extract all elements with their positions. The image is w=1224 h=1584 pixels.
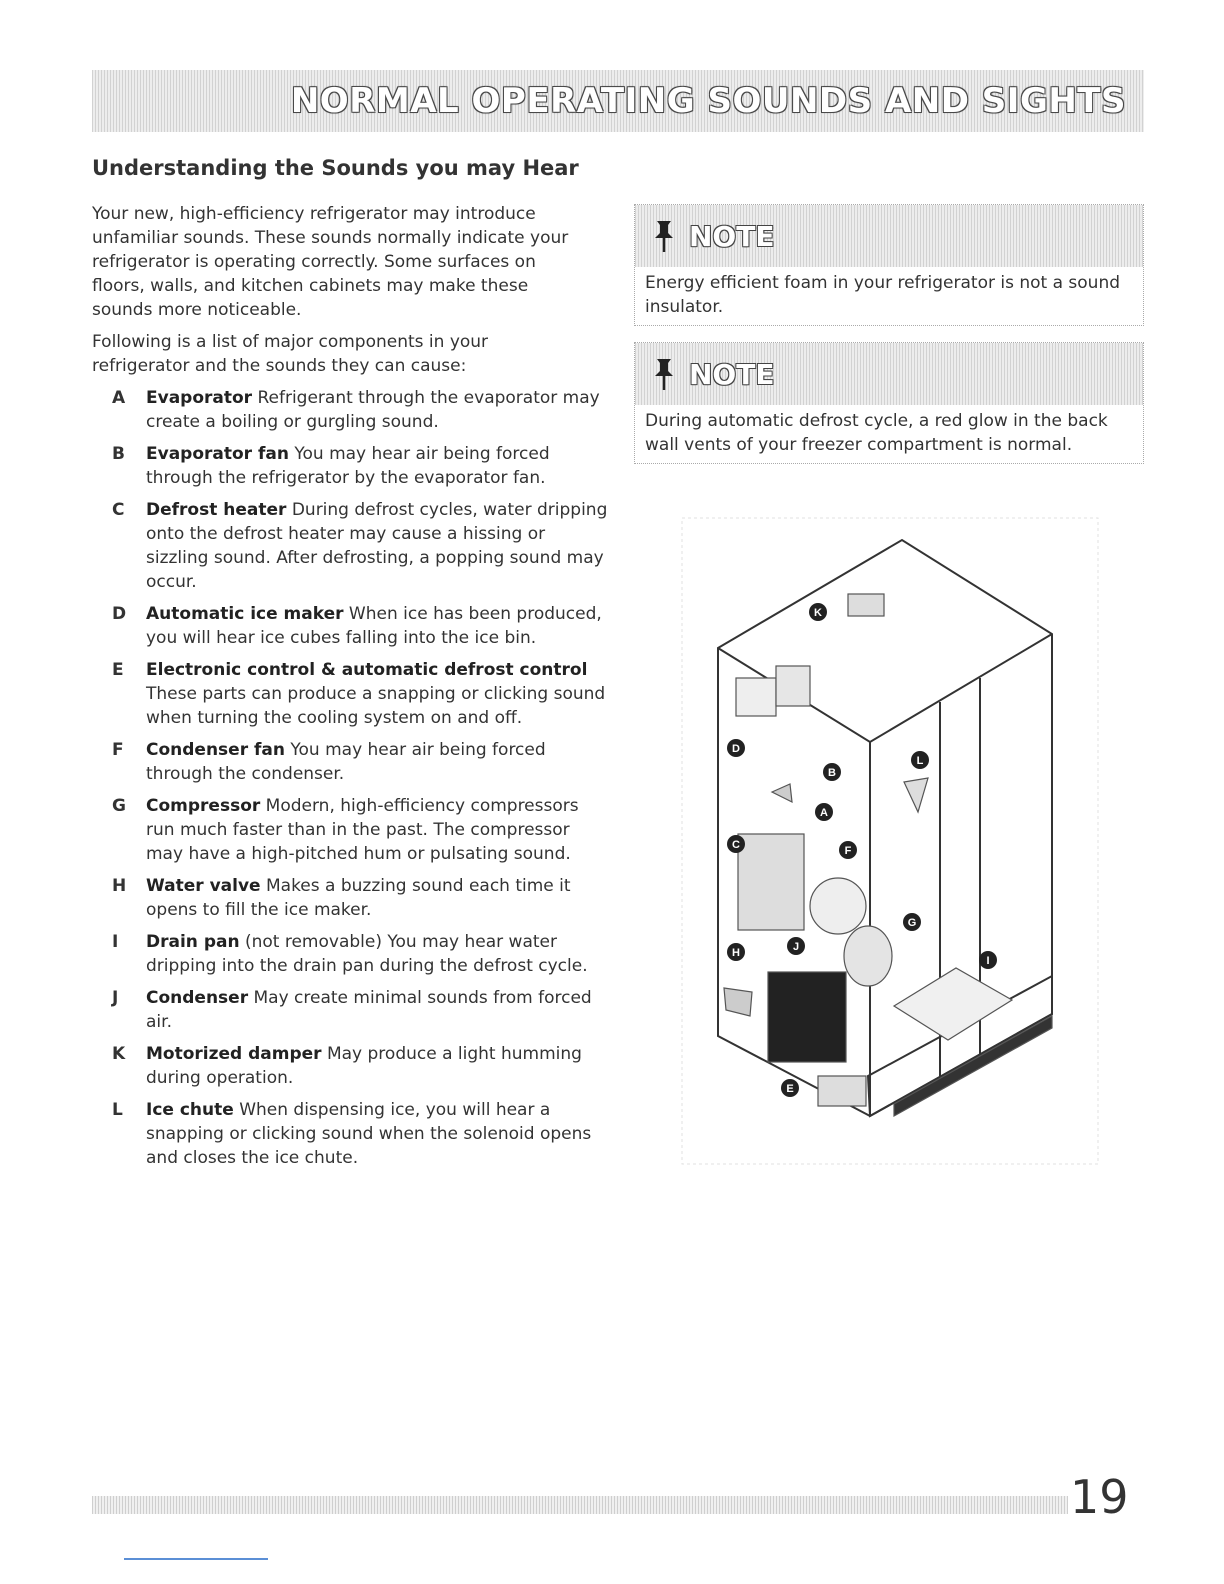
- item-name: Evaporator fan: [146, 444, 289, 464]
- list-item: [112, 874, 612, 922]
- item-letter: C: [112, 500, 125, 520]
- intro-paragraph: Your new, high-efficiency refrigerator may introduce unfamiliar sounds. These sounds normally indicate your refrigerator is operating correctly. Some surfaces on floors, walls, and kitchen cabinets may make these sounds more noticeable.: [92, 204, 569, 320]
- item-name: Automatic ice maker: [146, 604, 344, 624]
- list-item: [112, 930, 612, 978]
- callout-e: E: [786, 1083, 794, 1095]
- item-description: You may hear air being forced through the condenser.: [146, 740, 546, 784]
- pushpin-icon: [651, 219, 677, 253]
- item-description: Makes a buzzing sound each time it opens to fill the ice maker.: [146, 876, 571, 920]
- footer-rule: [124, 1558, 268, 1560]
- item-description: When ice has been produced, you will hear ice cubes falling into the ice bin.: [146, 604, 602, 648]
- item-letter: L: [112, 1100, 123, 1120]
- item-letter: G: [112, 796, 126, 816]
- item-description: When dispensing ice, you will hear a snapping or clicking sound when the solenoid opens and closes the ice chute.: [146, 1100, 592, 1168]
- item-description: During defrost cycles, water dripping onto the defrost heater may cause a hissing or sizzling sound. After defrosting, a popping sound may occur.: [146, 500, 608, 592]
- refrigerator-diagram: [680, 516, 1100, 1166]
- item-name: Condenser: [146, 988, 249, 1008]
- page-number: 19: [1070, 1470, 1129, 1524]
- note-text: Energy efficient foam in your refrigerator is not a sound insulator.: [645, 273, 1121, 317]
- item-description: You may hear air being forced through the refrigerator by the evaporator fan.: [146, 444, 550, 488]
- components-list: [112, 386, 612, 1178]
- item-name: Ice chute: [146, 1100, 234, 1120]
- callout-c: C: [732, 839, 740, 851]
- callout-h: H: [732, 947, 740, 959]
- page-banner: [92, 70, 1144, 132]
- page-title: NORMAL OPERATING SOUNDS AND SIGHTS: [290, 81, 1126, 121]
- list-item: [112, 1042, 612, 1090]
- callout-d: D: [732, 743, 740, 755]
- callout-k: K: [814, 607, 822, 619]
- item-description: Refrigerant through the evaporator may create a boiling or gurgling sound.: [146, 388, 600, 432]
- item-letter: H: [112, 876, 127, 896]
- item-name: Evaporator: [146, 388, 253, 408]
- item-letter: A: [112, 388, 126, 408]
- callout-b: B: [828, 767, 836, 779]
- item-description: Modern, high-efficiency compressors run much faster than in the past. The compressor may have a high-pitched hum or pulsating sound.: [146, 796, 579, 864]
- callout-f: F: [844, 845, 852, 857]
- callout-l: L: [916, 755, 924, 767]
- note-box-foam: [634, 204, 1144, 326]
- list-item: [112, 602, 612, 650]
- list-item: [112, 386, 612, 434]
- item-name: Motorized damper: [146, 1044, 322, 1064]
- note-text: During automatic defrost cycle, a red glow in the back wall vents of your freezer compartment is normal.: [645, 411, 1108, 455]
- item-letter: D: [112, 604, 127, 624]
- list-item: [112, 794, 612, 866]
- item-letter: E: [112, 660, 124, 680]
- item-letter: F: [112, 740, 124, 760]
- item-description: These parts can produce a snapping or clicking sound when turning the cooling system on and off.: [146, 684, 606, 728]
- item-name: Defrost heater: [146, 500, 287, 520]
- note-box-defrost: [634, 342, 1144, 464]
- item-name: Electronic control & automatic defrost control: [146, 660, 588, 680]
- item-description: May create minimal sounds from forced air.: [146, 988, 592, 1032]
- callout-j: J: [792, 941, 800, 953]
- item-letter: B: [112, 444, 125, 464]
- item-name: Condenser fan: [146, 740, 285, 760]
- list-item: [112, 986, 612, 1034]
- list-item: [112, 738, 612, 786]
- section-title: Understanding the Sounds you may Hear: [92, 156, 579, 180]
- note-header: [635, 205, 1143, 267]
- list-item: [112, 442, 612, 490]
- item-name: Water valve: [146, 876, 261, 896]
- note-header: [635, 343, 1143, 405]
- item-letter: I: [112, 932, 119, 952]
- item-name: Drain pan: [146, 932, 240, 952]
- item-description: May produce a light humming during operation.: [146, 1044, 582, 1088]
- note-label: NOTE: [689, 219, 775, 253]
- pushpin-icon: [651, 357, 677, 391]
- callout-a: A: [820, 807, 828, 819]
- callout-i: I: [986, 955, 990, 967]
- item-letter: K: [112, 1044, 126, 1064]
- components-intro: Following is a list of major components in your refrigerator and the sounds they can cause:: [92, 332, 489, 376]
- note-label: NOTE: [689, 357, 775, 391]
- item-letter: J: [112, 988, 119, 1008]
- component-sketches: [724, 594, 1052, 1116]
- item-description: (not removable) You may hear water dripping into the drain pan during the defrost cycle.: [146, 932, 588, 976]
- list-item: [112, 658, 612, 730]
- list-item: [112, 1098, 612, 1170]
- list-item: [112, 498, 612, 594]
- callout-g: G: [907, 917, 917, 929]
- item-name: Compressor: [146, 796, 261, 816]
- footer-bar: [92, 1496, 1068, 1514]
